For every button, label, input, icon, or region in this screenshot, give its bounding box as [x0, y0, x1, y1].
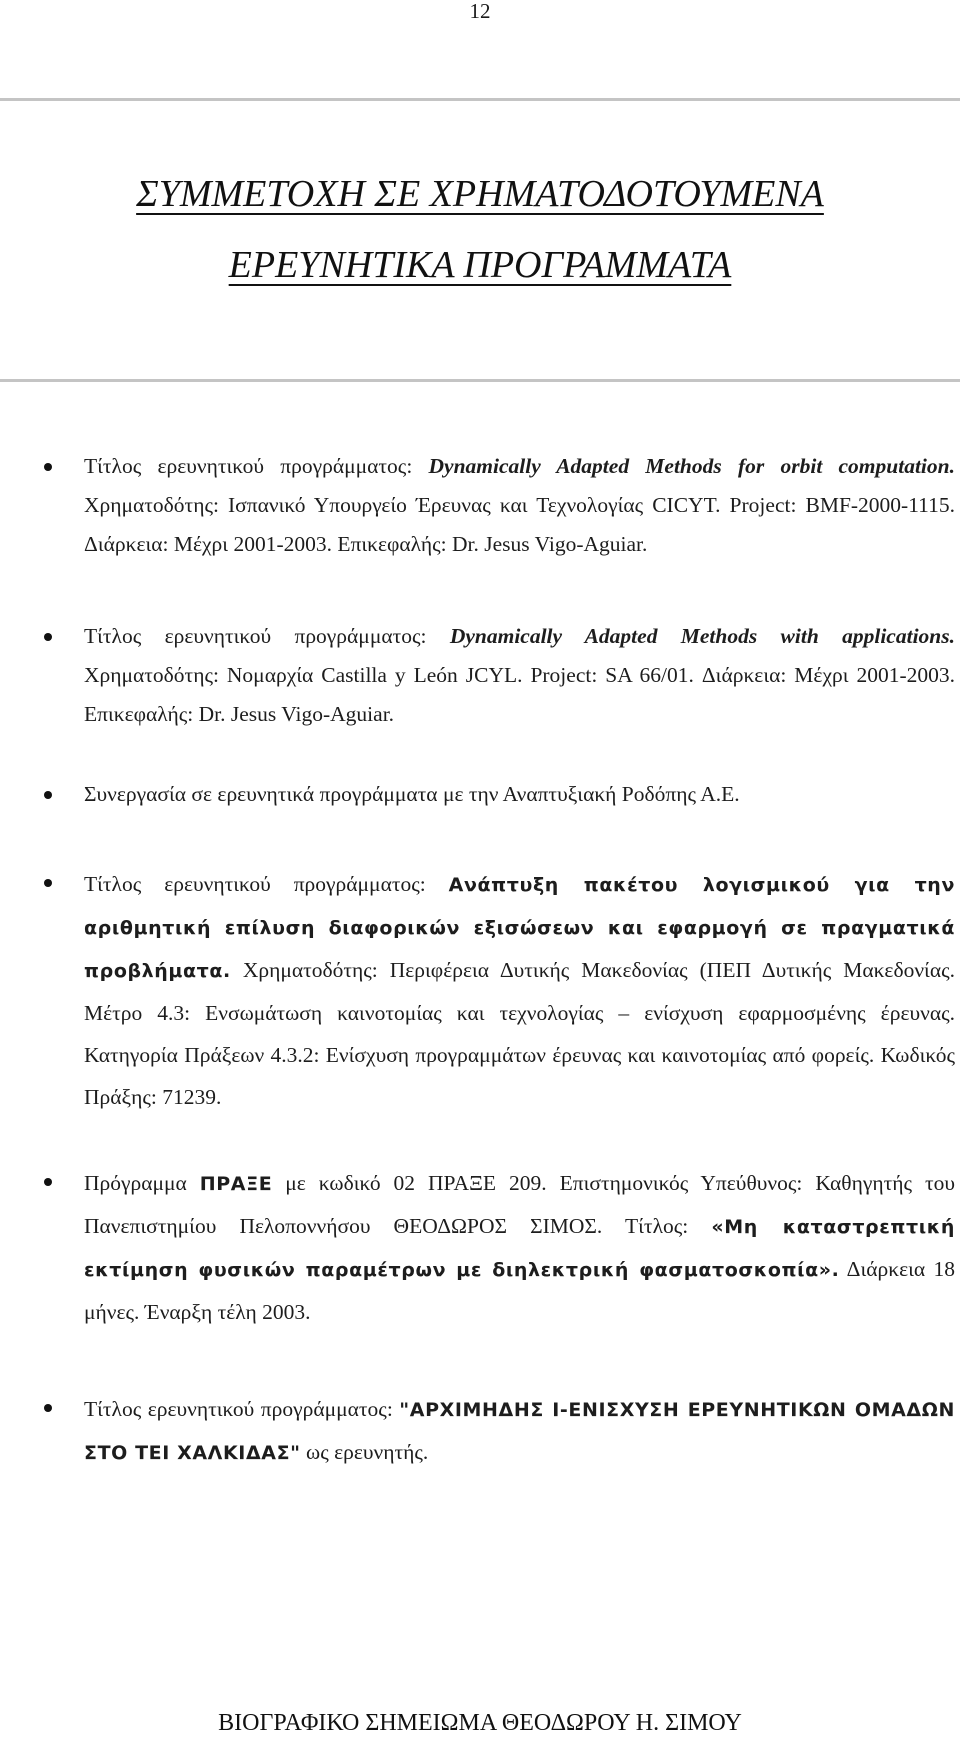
list-item: [84, 863, 955, 1118]
title-divider: [0, 379, 960, 382]
item-details: με κωδικό 02 ΠΡΑΞΕ 209. Επιστημονικός Υπεύθυνος: Καθηγητής του Πανεπιστημίου Πελοποννήσου ΘΕΟΔΩΡΟΣ ΣΙΜΟΣ. Τίτλος:: [84, 1171, 955, 1238]
list-item: [84, 775, 955, 814]
item-text: Συνεργασία σε ερευνητικά προγράμματα με την Αναπτυξιακή Ροδόπης Α.Ε.: [84, 782, 740, 806]
list-item: [84, 1162, 955, 1333]
item-prefix: Τίτλος ερευνητικού προγράμματος:: [84, 624, 450, 648]
research-program-list: [84, 447, 955, 1474]
item-details: Χρηματοδότης: Ισπανικό Υπουργείο Έρευνας και Τεχνολογίας CICYT. Project: BMF-2000-1115. Διάρκεια: Μέχρι 2001-2003. Επικεφαλής: Dr. Jesus Vigo-Aguiar.: [84, 493, 955, 556]
bullet-icon: [44, 1404, 52, 1412]
item-details: ως ερευνητής.: [300, 1440, 429, 1464]
bullet-icon: [44, 791, 52, 799]
program-name: ΠΡΑΞΕ: [199, 1173, 273, 1195]
program-title: Ανάπτυξη πακέτου λογισμικού για την αριθμητική επίλυση διαφορικών εξισώσεων και εφαρμογή σε πραγματικά προβλήματα.: [84, 874, 955, 982]
bullet-icon: [44, 1178, 52, 1186]
page-title-line-2: ΕΡΕΥΝΗΤΙΚΑ ΠΡΟΓΡΑΜΜΑΤΑ: [228, 244, 732, 286]
page-title-line-1: ΣΥΜΜΕΤΟΧΗ ΣΕ ΧΡΗΜΑΤΟΔΟΤΟΥΜΕΝΑ: [136, 173, 824, 215]
page-footer: ΒΙΟΓΡΑΦΙΚΟ ΣΗΜΕΙΩΜΑ ΘΕΟΔΩΡΟΥ Η. ΣΙΜΟΥ: [218, 1710, 742, 1736]
item-prefix: Τίτλος ερευνητικού προγράμματος:: [84, 1397, 400, 1421]
program-title: Dynamically Adapted Methods with applications.: [449, 624, 955, 648]
bullet-icon: [44, 463, 52, 471]
item-prefix: Τίτλος ερευνητικού προγράμματος:: [84, 872, 449, 896]
list-item: [84, 1388, 955, 1474]
program-title: "ΑΡΧΙΜΗΔΗΣ Ι-ΕΝΙΣΧΥΣΗ ΕΡΕΥΝΗΤΙΚΩΝ ΟΜΑΔΩΝ ΣΤΟ ΤΕΙ ΧΑΛΚΙΔΑΣ": [84, 1399, 955, 1464]
item-details: Χρηματοδότης: Νομαρχία Castilla y León JCYL. Project: SA 66/01. Διάρκεια: Μέχρι 2001-2003. Επικεφαλής: Dr. Jesus Vigo-Aguiar.: [84, 663, 955, 726]
program-title: Dynamically Adapted Methods for orbit computation.: [428, 454, 955, 478]
bullet-icon: [44, 633, 52, 641]
page-number: 12: [469, 0, 491, 23]
item-prefix: Πρόγραμμα: [84, 1171, 200, 1195]
list-item: [84, 617, 955, 734]
list-item: [84, 447, 955, 564]
item-prefix: Τίτλος ερευνητικού προγράμματος:: [84, 454, 429, 478]
top-divider: [0, 98, 960, 101]
item-duration: Διάρκεια 18 μήνες. Έναρξη τέλη 2003.: [84, 1257, 955, 1324]
bullet-icon: [44, 879, 52, 887]
item-details: Χρηματοδότης: Περιφέρεια Δυτικής Μακεδονίας (ΠΕΠ Δυτικής Μακεδονίας. Μέτρο 4.3: Ενσωμάτωση καινοτομίας και τεχνολογίας – ενίσχυση εφαρμοσμένης έρευνας. Κατηγορία Πράξεων 4.3.2: Ενίσχυση προγραμμάτων έρευνας και καινοτομίας από φορείς. Κωδικός Πράξης: 71239.: [84, 958, 955, 1109]
program-title: «Μη καταστρεπτική εκτίμηση φυσικών παραμέτρων με διηλεκτρική φασματοσκοπία».: [84, 1216, 956, 1281]
